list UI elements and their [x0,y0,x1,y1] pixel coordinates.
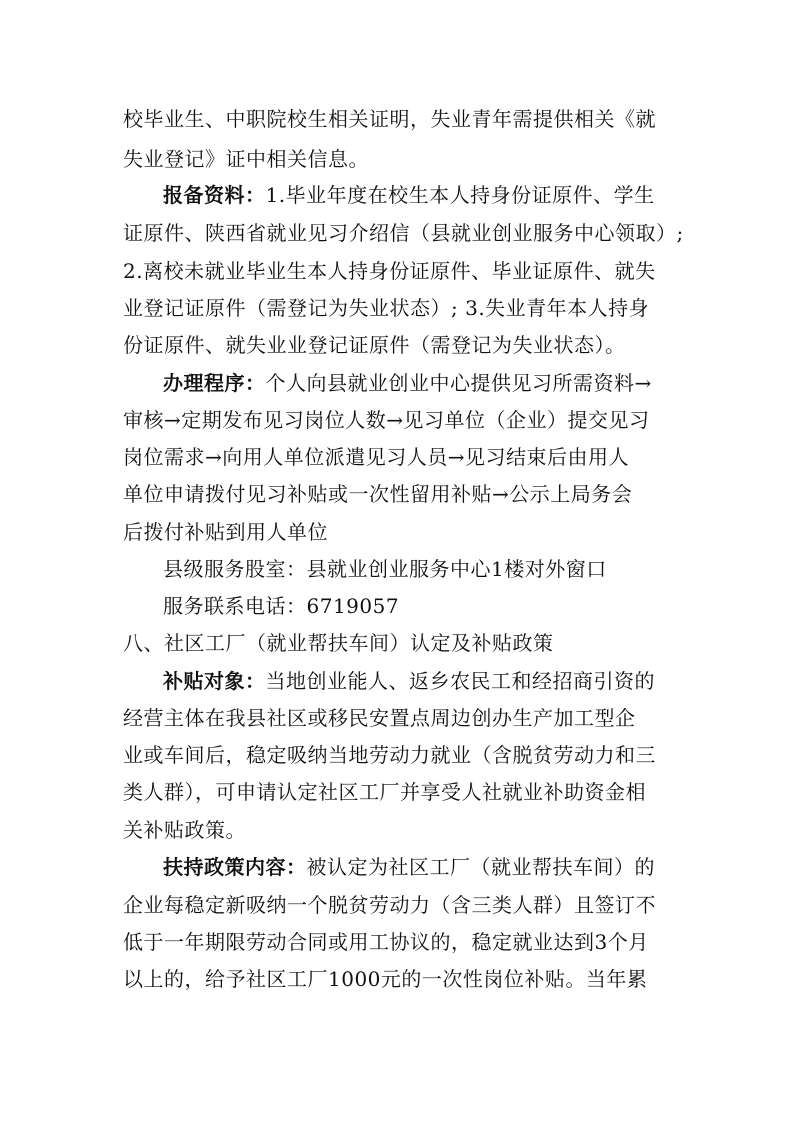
text-line: 以上的，给予社区工厂1000元的一次性岗位补贴。当年累 [123,967,648,991]
text-line: 失业登记》证中相关信息。 [123,147,369,171]
text-line: 低于一年期限劳动合同或用工协议的，稳定就业达到3个月 [123,930,649,954]
text-line: 企业每稳定新吸纳一个脱贫劳动力（含三类人群）且签订不 [123,893,656,917]
text-line: 业或车间后，稳定吸纳当地劳动力就业（含脱贫劳动力和三 [123,743,656,767]
section-heading: 扶持政策内容： [163,855,307,879]
section-heading: 补贴对象： [163,669,266,693]
text-line: 经营主体在我县社区或移民安置点周边创办生产加工型企 [123,706,636,730]
section-title: 八、社区工厂（就业帮扶车间）认定及补贴政策 [123,631,554,655]
text-line: 校毕业生、中职院校生相关证明，失业青年需提供相关《就 [123,107,656,131]
text-line: 补贴对象：当地创业能人、返乡农民工和经招商引资的 [163,669,655,693]
text-line: 报备资料：1.毕业年度在校生本人持身份证原件、学生 [163,183,655,207]
text-line: 证原件、陕西省就业见习介绍信（县就业创业服务中心领取）; [123,221,684,245]
section-heading: 办理程序： [163,371,266,395]
text-line: 类人群），可申请认定社区工厂并享受人社就业补助资金相 [123,780,646,804]
text-line: 单位申请拨付见习补贴或一次性留用补贴→公示上局务会 [123,482,633,506]
text-line: 份证原件、就失业业登记证原件（需登记为失业状态）。 [123,333,626,357]
text-line: 后拨付补贴到用人单位 [123,520,328,544]
text-line: 关补贴政策。 [123,818,246,842]
section-heading: 报备资料： [163,183,266,207]
text-line: 审核→定期发布见习岗位人数→见习单位（企业）提交见习 [123,408,650,432]
text-line: 2.离校未就业毕业生本人持身份证原件、毕业证原件、就失 [123,259,656,283]
text-line: 扶持政策内容：被认定为社区工厂（就业帮扶车间）的 [163,855,655,879]
text-line: 业登记证原件（需登记为失业状态）; 3.失业青年本人持身 [123,296,650,320]
service-phone: 服务联系电话：6719057 [163,594,400,618]
service-office: 县级服务股室：县就业创业服务中心1楼对外窗口 [163,557,607,581]
text-line: 办理程序：个人向县就业创业中心提供见习所需资料→ [163,371,652,395]
text-line: 岗位需求→向用人单位派遣见习人员→见习结束后由用人 [123,445,630,469]
